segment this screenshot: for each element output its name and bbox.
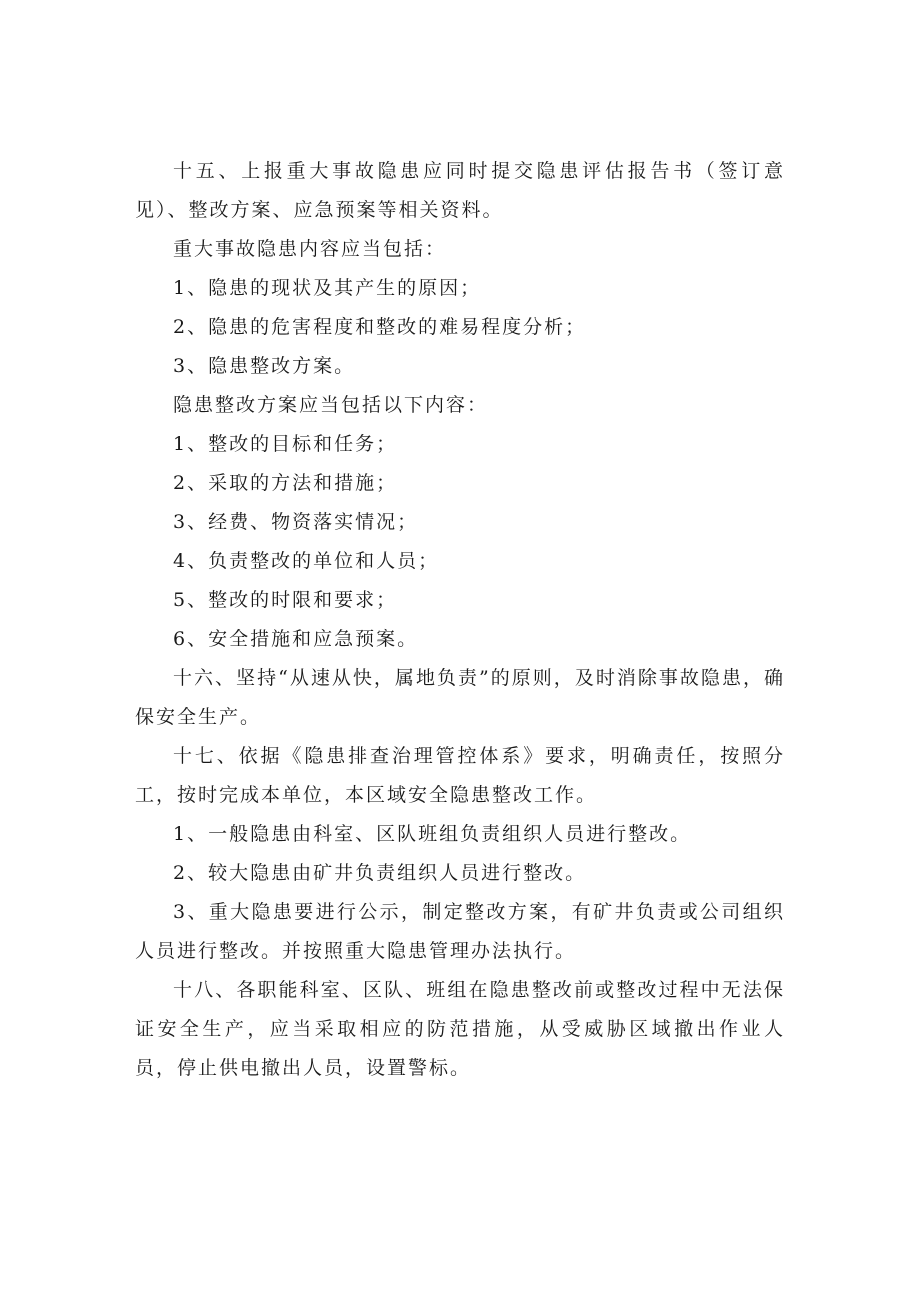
list-item: 2、较大隐患由矿井负责组织人员进行整改。 bbox=[173, 862, 587, 884]
paragraph-17: 十七、依据《隐患排查治理管控体系》要求，明确责任，按照分工，按时完成本单位，本区域安全隐患整改工作。 bbox=[135, 745, 785, 806]
list-item: 2、采取的方法和措施； bbox=[173, 472, 398, 494]
list-item: 3、重大隐患要进行公示，制定整改方案，有矿井负责或公司组织人员进行整改。并按照重大隐患管理办法执行。 bbox=[135, 901, 785, 962]
list-item: 1、整改的目标和任务； bbox=[173, 433, 398, 455]
list-item: 6、安全措施和应急预案。 bbox=[173, 628, 419, 650]
paragraph-major-hazard-content: 重大事故隐患内容应当包括： bbox=[173, 238, 447, 260]
list-item: 5、整改的时限和要求； bbox=[173, 589, 398, 611]
paragraph-rectification-plan: 隐患整改方案应当包括以下内容： bbox=[173, 394, 489, 416]
list-item: 4、负责整改的单位和人员； bbox=[173, 550, 440, 572]
list-item: 2、隐患的危害程度和整改的难易程度分析； bbox=[173, 316, 587, 338]
list-item: 3、经费、物资落实情况； bbox=[173, 511, 419, 533]
list-item: 3、隐患整改方案。 bbox=[173, 355, 356, 377]
list-item: 1、隐患的现状及其产生的原因； bbox=[173, 277, 482, 299]
paragraph-18: 十八、各职能科室、区队、班组在隐患整改前或整改过程中无法保证安全生产，应当采取相应的防范措施，从受威胁区域撤出作业人员，停止供电撤出人员，设置警标。 bbox=[135, 979, 785, 1079]
document-body bbox=[135, 152, 785, 1088]
paragraph-16: 十六、坚持“从速从快，属地负责”的原则，及时消除事故隐患，确保安全生产。 bbox=[135, 667, 785, 728]
list-item: 1、一般隐患由科室、区队班组负责组织人员进行整改。 bbox=[173, 823, 692, 845]
paragraph-15: 十五、上报重大事故隐患应同时提交隐患评估报告书（签订意见）、整改方案、应急预案等相关资料。 bbox=[135, 160, 785, 221]
